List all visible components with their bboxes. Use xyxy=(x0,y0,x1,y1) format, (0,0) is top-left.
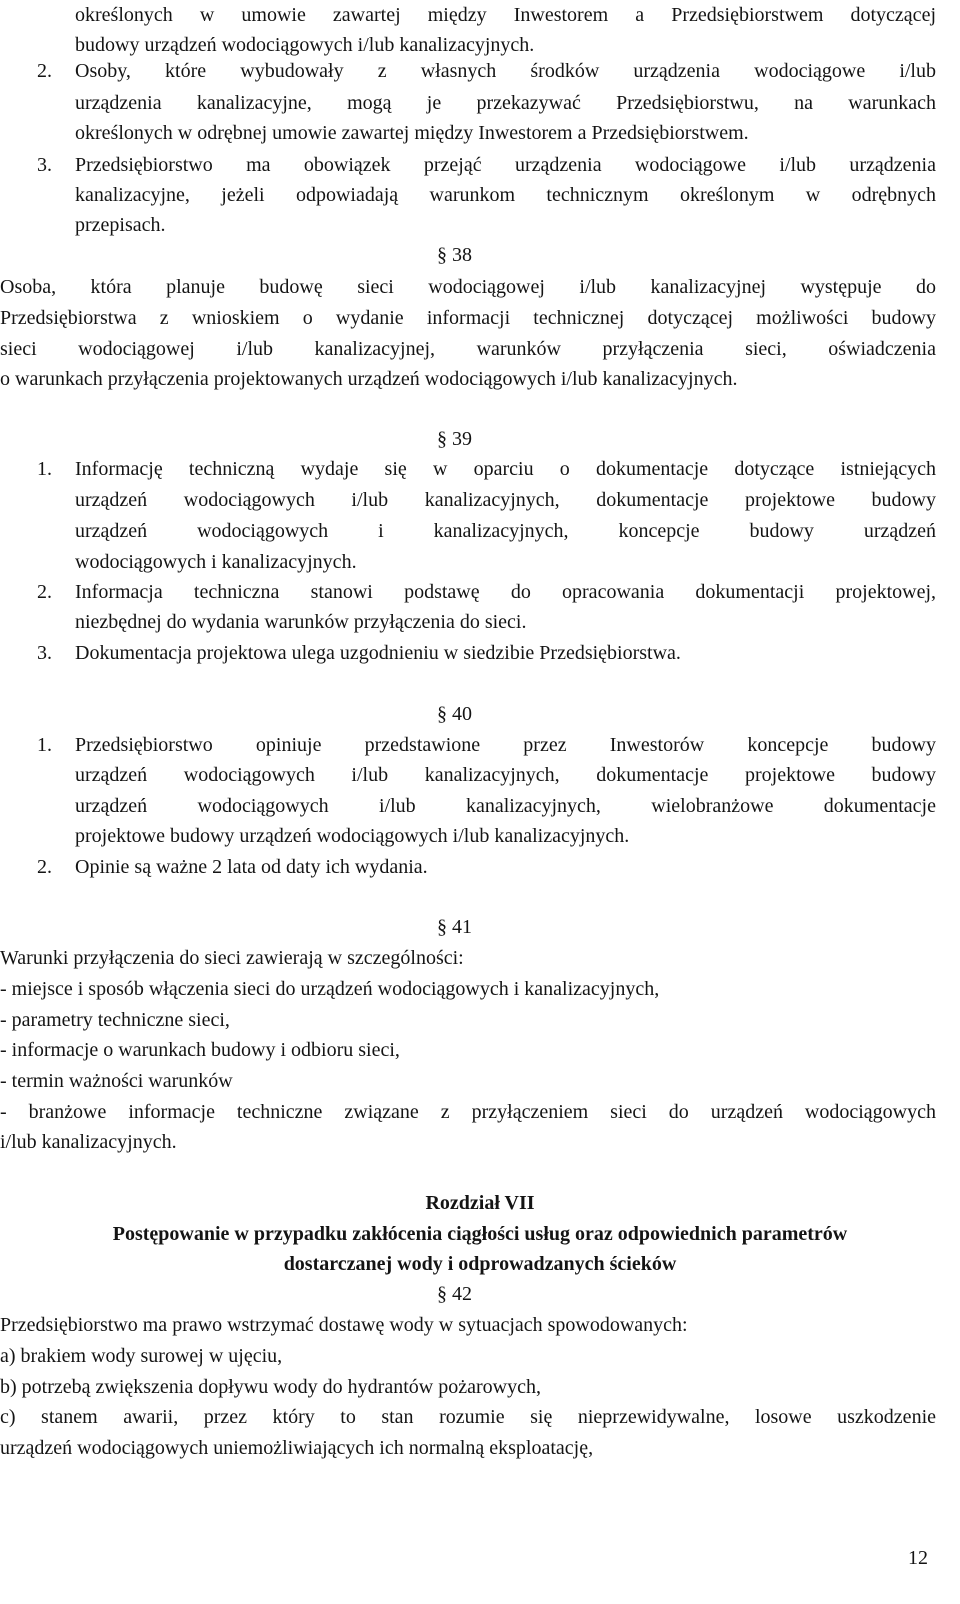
section-41-line-4: - informacje o warunkach budowy i odbioru sieci, xyxy=(0,1039,400,1061)
section-41-line-1: Warunki przyłączenia do sieci zawierają w szczególności: xyxy=(0,947,464,969)
intro-item-1-line-2: budowy urządzeń wodociągowych i/lub kanalizacyjnych. xyxy=(75,34,535,56)
page-number: 12 xyxy=(908,1547,928,1569)
intro-item-3-number: 3. xyxy=(37,154,52,176)
section-41-line-5: - termin ważności warunków xyxy=(0,1070,233,1092)
section-38-line-3: sieci wodociągowej i/lub kanalizacyjnej, warunków przyłączenia sieci, oświadczenia xyxy=(0,338,936,360)
section-40-item-2-number: 2. xyxy=(37,856,52,878)
section-39-item-1-line-3: urządzeń wodociągowych i kanalizacyjnych, koncepcje budowy urządzeń xyxy=(75,520,936,542)
section-41-line-6: - branżowe informacje techniczne związane z przyłączeniem sieci do urządzeń wodociągowych xyxy=(0,1101,936,1123)
section-40-item-1-line-1: Przedsiębiorstwo opiniuje przedstawione przez Inwestorów koncepcje budowy xyxy=(75,734,936,756)
section-40-item-1-number: 1. xyxy=(37,734,52,756)
section-40-item-1-line-4: projektowe budowy urządzeń wodociągowych i/lub kanalizacyjnych. xyxy=(75,825,630,847)
section-42-line-3: b) potrzebą zwiększenia dopływu wody do hydrantów pożarowych, xyxy=(0,1376,541,1398)
section-38-line-2: Przedsiębiorstwa z wnioskiem o wydanie informacji technicznej dotyczącej możliwości budowy xyxy=(0,307,936,329)
section-38-line-1: Osoba, która planuje budowę sieci wodociągowej i/lub kanalizacyjnej występuje do xyxy=(0,276,936,298)
section-42-line-1: Przedsiębiorstwo ma prawo wstrzymać dostawę wody w sytuacjach spowodowanych: xyxy=(0,1314,688,1336)
intro-item-3-line-1: Przedsiębiorstwo ma obowiązek przejąć urządzenia wodociągowe i/lub urządzenia xyxy=(75,154,936,176)
section-42-heading: § 42 xyxy=(437,1283,472,1305)
section-39-heading: § 39 xyxy=(437,428,472,450)
section-38-line-4: o warunkach przyłączenia projektowanych urządzeń wodociągowych i/lub kanalizacyjnych. xyxy=(0,368,738,390)
intro-item-1-line-1: określonych w umowie zawartej między Inwestorem a Przedsiębiorstwem dotyczącej xyxy=(75,4,936,26)
section-38-heading: § 38 xyxy=(437,244,472,266)
section-42-line-4: c) stanem awarii, przez który to stan rozumie się nieprzewidywalne, losowe uszkodzenie xyxy=(0,1406,936,1428)
intro-item-2-number: 2. xyxy=(37,60,52,82)
chapter-title: Rozdział VII xyxy=(425,1192,535,1214)
section-40-heading: § 40 xyxy=(437,703,472,725)
section-39-item-1-line-2: urządzeń wodociągowych i/lub kanalizacyjnych, dokumentacje projektowe budowy xyxy=(75,489,936,511)
section-39-item-2-line-1: Informacja techniczna stanowi podstawę do opracowania dokumentacji projektowej, xyxy=(75,581,936,603)
intro-item-2-line-1: Osoby, które wybudowały z własnych środków urządzenia wodociągowe i/lub xyxy=(75,60,936,82)
section-40-item-2-line-1: Opinie są ważne 2 lata od daty ich wydania. xyxy=(75,856,428,878)
section-39-item-1-number: 1. xyxy=(37,458,52,480)
section-41-heading: § 41 xyxy=(437,916,472,938)
chapter-subtitle-line-1: Postępowanie w przypadku zakłócenia ciągłości usług oraz odpowiednich parametrów xyxy=(112,1223,848,1245)
section-42-line-5: urządzeń wodociągowych uniemożliwiających ich normalną eksploatację, xyxy=(0,1437,594,1459)
section-41-line-3: - parametry techniczne sieci, xyxy=(0,1009,230,1031)
chapter-subtitle-line-2: dostarczanej wody i odprowadzanych ścieków xyxy=(283,1253,677,1275)
section-39-item-1-line-4: wodociągowych i kanalizacyjnych. xyxy=(75,551,357,573)
intro-item-2-line-3: określonych w odrębnej umowie zawartej między Inwestorem a Przedsiębiorstwem. xyxy=(75,122,749,144)
section-39-item-2-line-2: niezbędnej do wydania warunków przyłączenia do sieci. xyxy=(75,611,527,633)
section-39-item-2-number: 2. xyxy=(37,581,52,603)
intro-item-3-line-3: przepisach. xyxy=(75,214,166,236)
section-40-item-1-line-2: urządzeń wodociągowych i/lub kanalizacyjnych, dokumentacje projektowe budowy xyxy=(75,764,936,786)
section-39-item-1-line-1: Informację techniczną wydaje się w oparciu o dokumentacje dotyczące istniejących xyxy=(75,458,936,480)
intro-item-3-line-2: kanalizacyjne, jeżeli odpowiadają warunkom technicznym określonym w odrębnych xyxy=(75,184,936,206)
section-39-item-3-number: 3. xyxy=(37,642,52,664)
section-39-item-3-line-1: Dokumentacja projektowa ulega uzgodnieniu w siedzibie Przedsiębiorstwa. xyxy=(75,642,681,664)
section-42-line-2: a) brakiem wody surowej w ujęciu, xyxy=(0,1345,283,1367)
section-40-item-1-line-3: urządzeń wodociągowych i/lub kanalizacyjnych, wielobranżowe dokumentacje xyxy=(75,795,936,817)
intro-item-2-line-2: urządzenia kanalizacyjne, mogą je przekazywać Przedsiębiorstwu, na warunkach xyxy=(75,92,936,114)
section-41-line-7: i/lub kanalizacyjnych. xyxy=(0,1131,177,1153)
section-41-line-2: - miejsce i sposób włączenia sieci do urządzeń wodociągowych i kanalizacyjnych, xyxy=(0,978,660,1000)
